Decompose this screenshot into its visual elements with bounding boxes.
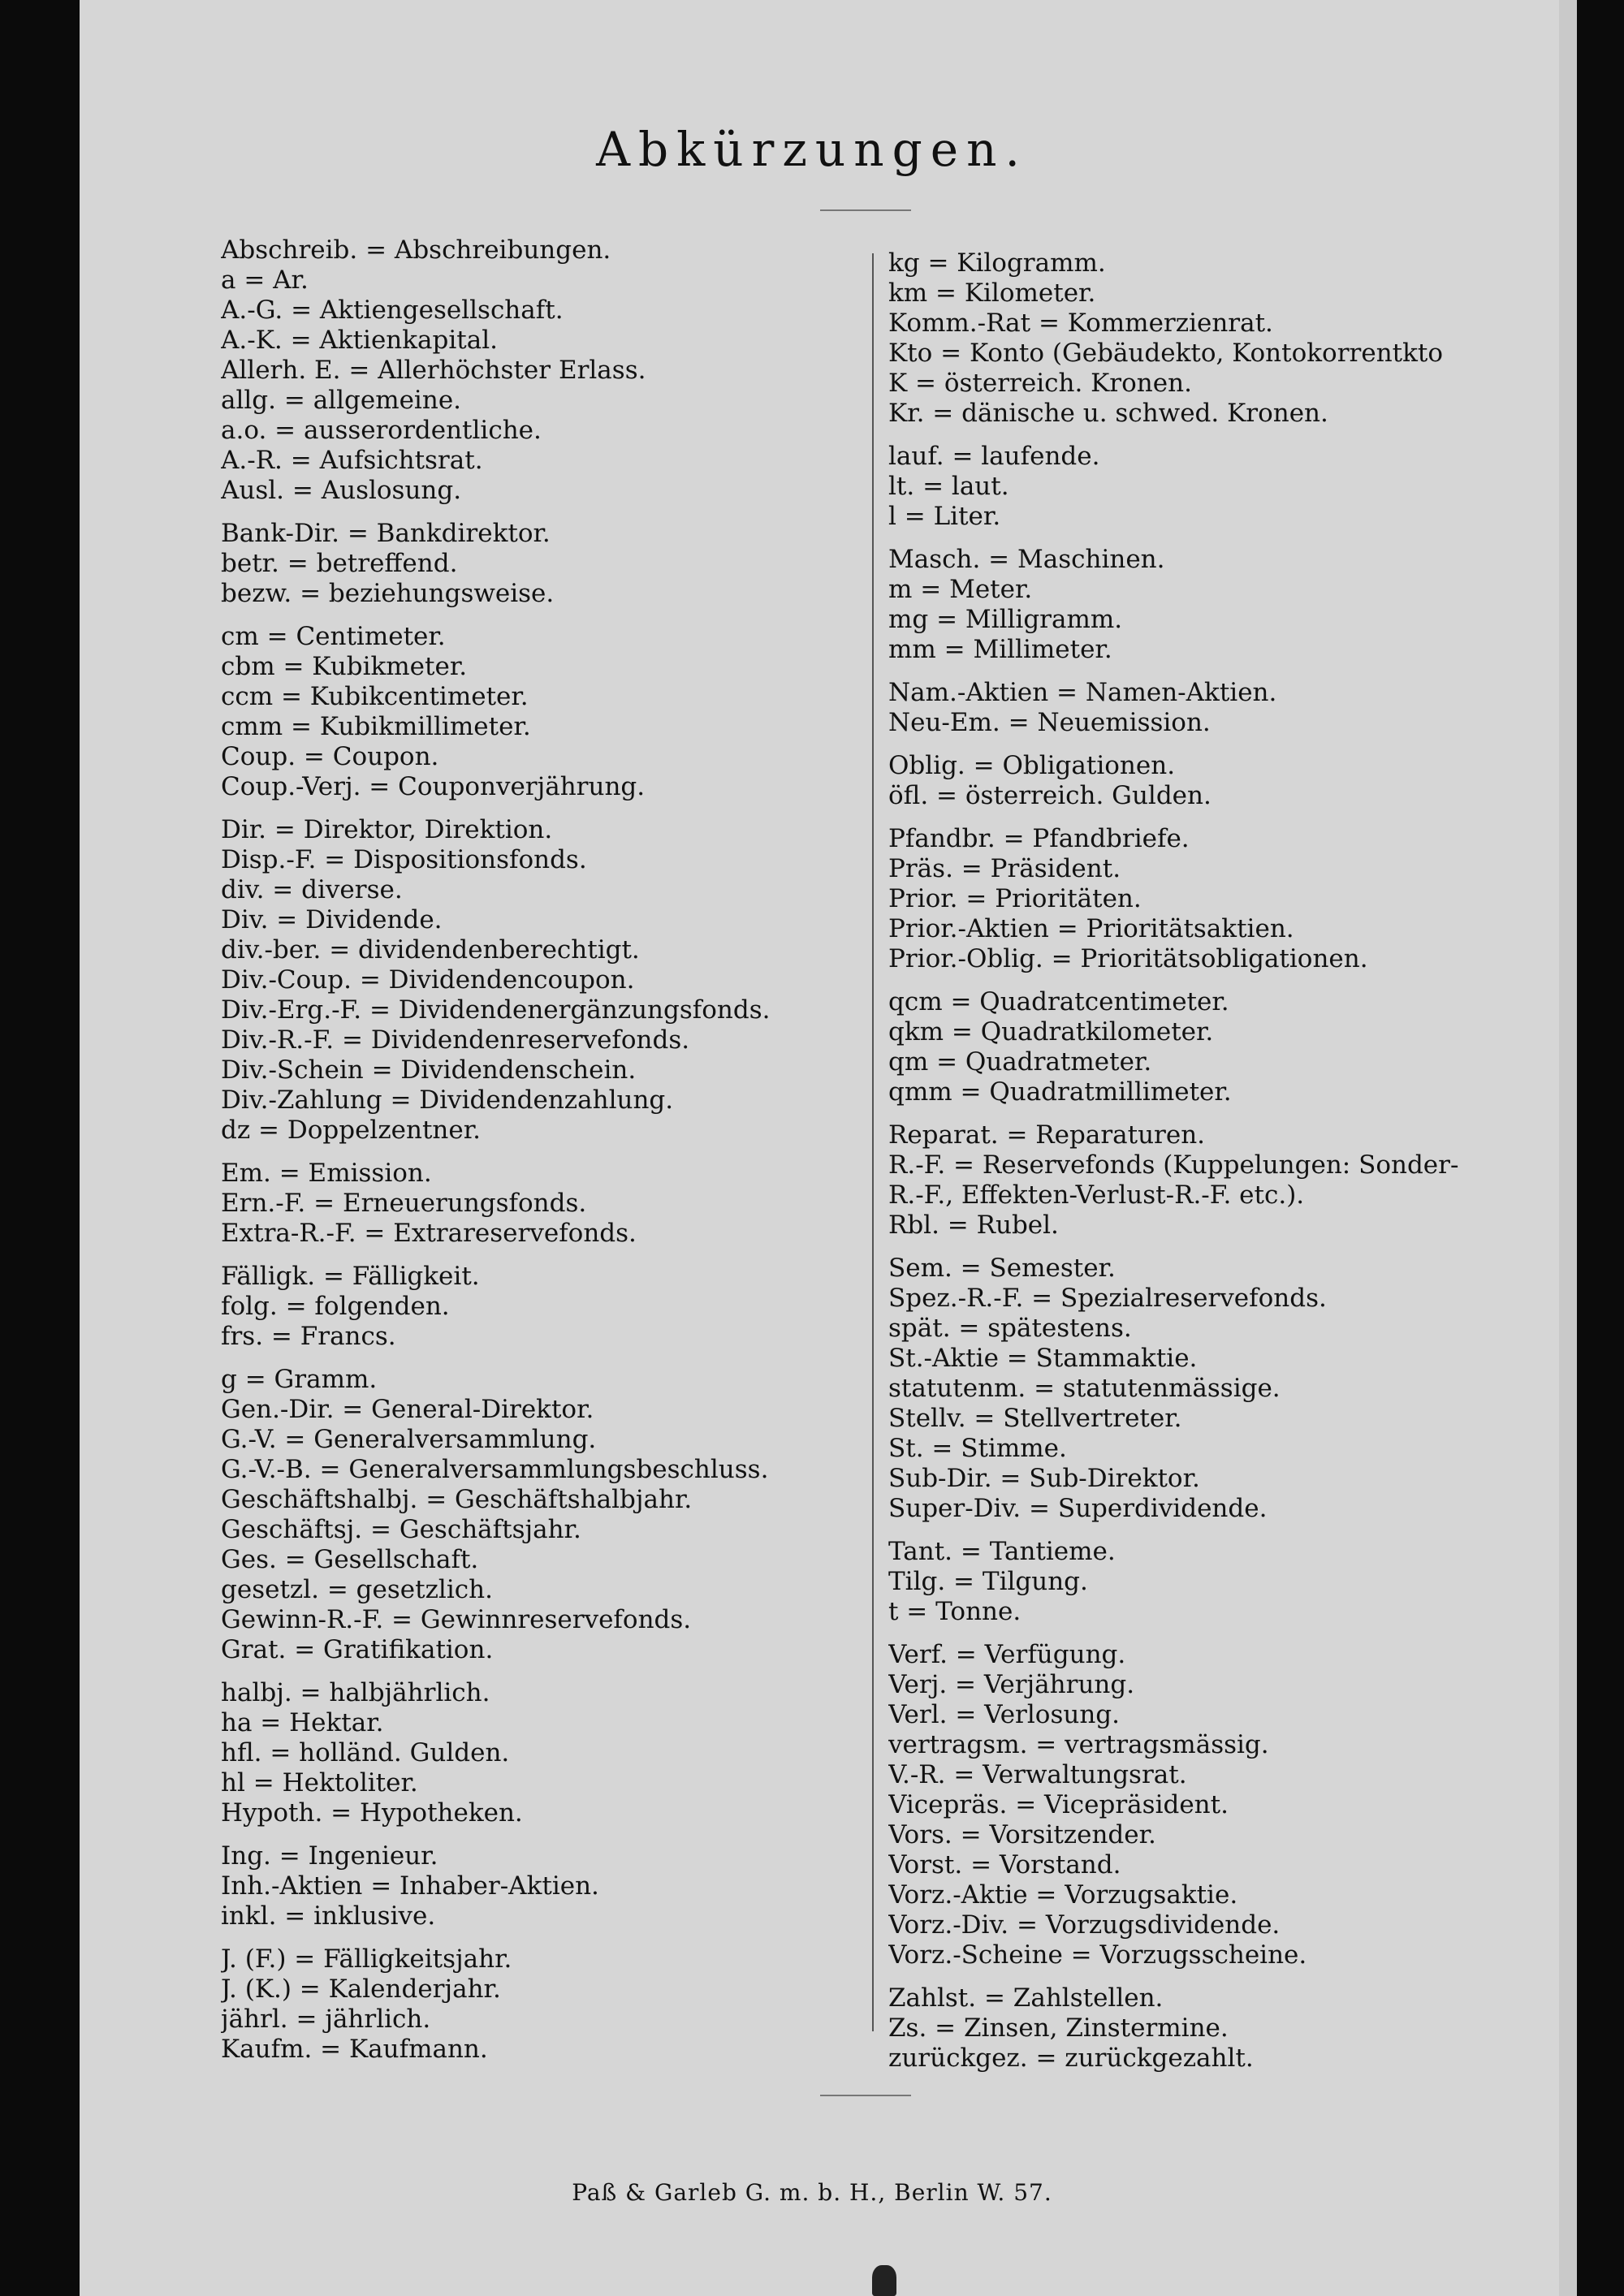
- abbreviation-entry: Prior.-Aktien = Prioritätsaktien.: [888, 914, 1294, 943]
- abbreviation-entry: Ausl. = Auslosung.: [221, 476, 462, 505]
- abbreviation-entry: Zahlst. = Zahlstellen.: [888, 1983, 1164, 2013]
- page-title: Abkürzungen.: [596, 122, 1028, 177]
- abbreviation-entry: Neu-Em. = Neuemission.: [888, 708, 1211, 737]
- abbreviation-entry: J. (F.) = Fälligkeitsjahr.: [221, 1944, 512, 1974]
- abbreviation-group: [221, 1159, 862, 1249]
- abbreviation-entry: öfl. = österreich. Gulden.: [888, 781, 1212, 810]
- abbreviation-entry: St. = Stimme.: [888, 1434, 1067, 1463]
- abbreviation-entry: frs. = Francs.: [221, 1322, 396, 1351]
- abbreviation-entry: K = österreich. Kronen.: [888, 369, 1192, 398]
- abbreviation-group: [888, 545, 1557, 665]
- abbreviation-entry: Sem. = Semester.: [888, 1254, 1116, 1283]
- abbreviation-entry: Div.-Erg.-F. = Dividendenergänzungsfonds.: [221, 995, 771, 1025]
- abbreviation-group: [888, 248, 1557, 429]
- abbreviation-entry: km = Kilometer.: [888, 278, 1096, 308]
- abbreviation-entry: hl = Hektoliter.: [221, 1768, 418, 1798]
- abbreviation-entry: G.-V.-B. = Generalversammlungsbeschluss.: [221, 1455, 769, 1484]
- abbreviation-entry: Div. = Dividende.: [221, 905, 443, 934]
- abbreviation-entry: Prior. = Prioritäten.: [888, 884, 1142, 913]
- abbreviation-entry: Pfandbr. = Pfandbriefe.: [888, 824, 1190, 853]
- abbreviation-entry: ha = Hektar.: [221, 1708, 384, 1737]
- abbreviation-entry: inkl. = inklusive.: [221, 1901, 436, 1931]
- abbreviation-entry: div.-ber. = dividendenberechtigt.: [221, 935, 640, 965]
- abbreviation-group: [221, 235, 862, 506]
- abbreviation-entry: Masch. = Maschinen.: [888, 545, 1165, 574]
- abbreviation-group: [221, 1678, 862, 1828]
- abbreviation-entry: Sub-Dir. = Sub-Direktor.: [888, 1464, 1200, 1493]
- abbreviation-entry: V.-R. = Verwaltungsrat.: [888, 1760, 1187, 1789]
- abbreviation-entry: Spez.-R.-F. = Spezialreservefonds.: [888, 1284, 1327, 1313]
- abbreviation-entry: Reparat. = Reparaturen.: [888, 1120, 1206, 1150]
- abbreviation-entry: g = Gramm.: [221, 1365, 378, 1394]
- abbreviation-entry: Kr. = dänische u. schwed. Kronen.: [888, 399, 1328, 428]
- abbreviation-entry: jährl. = jährlich.: [221, 2005, 431, 2034]
- abbreviation-group: [888, 1537, 1557, 1627]
- abbreviation-entry: Stellv. = Stellvertreter.: [888, 1404, 1182, 1433]
- abbreviation-entry: Div.-Coup. = Dividendencoupon.: [221, 965, 635, 995]
- abbreviation-entry: allg. = allgemeine.: [221, 386, 462, 415]
- abbreviation-group: [221, 1841, 862, 1931]
- abbreviation-group: [888, 987, 1557, 1107]
- column-divider: [872, 253, 874, 2031]
- abbreviation-entry: R.-F., Effekten-Verlust-R.-F. etc.).: [888, 1180, 1305, 1210]
- abbreviation-entry: A.-R. = Aufsichtsrat.: [221, 446, 483, 475]
- abbreviation-group: [888, 678, 1557, 738]
- abbreviation-group: [221, 622, 862, 802]
- abbreviation-entry: Bank-Dir. = Bankdirektor.: [221, 519, 551, 548]
- abbreviation-entry: zurückgez. = zurückgezahlt.: [888, 2044, 1254, 2073]
- abbreviation-entry: div. = diverse.: [221, 875, 403, 904]
- abbreviation-entry: hfl. = holländ. Gulden.: [221, 1738, 510, 1767]
- abbreviation-entry: Prior.-Oblig. = Prioritätsobligationen.: [888, 944, 1368, 973]
- abbreviation-entry: cmm = Kubikmillimeter.: [221, 712, 531, 741]
- abbreviation-entry: Allerh. E. = Allerhöchster Erlass.: [221, 356, 646, 385]
- abbreviation-group: [221, 1262, 862, 1352]
- abbreviation-entry: Vors. = Vorsitzender.: [888, 1820, 1156, 1849]
- abbreviation-entry: Gewinn-R.-F. = Gewinnreservefonds.: [221, 1605, 692, 1634]
- abbreviation-group: [888, 1640, 1557, 1970]
- abbreviation-entry: Ges. = Gesellschaft.: [221, 1545, 479, 1574]
- abbreviation-entry: Disp.-F. = Dispositionsfonds.: [221, 845, 587, 874]
- abbreviation-entry: Fälligk. = Fälligkeit.: [221, 1262, 480, 1291]
- abbreviation-entry: Ern.-F. = Erneuerungsfonds.: [221, 1189, 587, 1218]
- abbreviation-entry: Rbl. = Rubel.: [888, 1211, 1059, 1240]
- ornament-mark: [872, 2265, 896, 2296]
- abbreviation-entry: spät. = spätestens.: [888, 1314, 1132, 1343]
- abbreviation-entry: kg = Kilogramm.: [888, 248, 1106, 278]
- abbreviation-entry: qcm = Quadratcentimeter.: [888, 987, 1229, 1016]
- abbreviation-group: [888, 1254, 1557, 1524]
- left-column: [221, 235, 862, 2078]
- abbreviation-entry: Verj. = Verjährung.: [888, 1670, 1135, 1699]
- printer-imprint: Paß & Garleb G. m. b. H., Berlin W. 57.: [572, 2179, 1052, 2206]
- abbreviation-entry: Vicepräs. = Vicepräsident.: [888, 1790, 1229, 1819]
- abbreviation-entry: betr. = betreffend.: [221, 549, 458, 578]
- abbreviation-entry: halbj. = halbjährlich.: [221, 1678, 490, 1707]
- abbreviation-entry: t = Tonne.: [888, 1597, 1021, 1626]
- abbreviation-entry: Div.-Zahlung = Dividendenzahlung.: [221, 1085, 674, 1115]
- abbreviation-group: [888, 1983, 1557, 2074]
- abbreviation-group: [221, 815, 862, 1146]
- abbreviation-entry: qm = Quadratmeter.: [888, 1047, 1152, 1077]
- abbreviation-entry: Tant. = Tantieme.: [888, 1537, 1116, 1566]
- abbreviation-entry: qkm = Quadratkilometer.: [888, 1017, 1214, 1047]
- abbreviation-group: [221, 1365, 862, 1665]
- abbreviation-entry: bezw. = beziehungsweise.: [221, 579, 555, 608]
- page-edge: [1559, 0, 1577, 2296]
- right-column: [888, 248, 1557, 2087]
- abbreviation-entry: Vorz.-Aktie = Vorzugsaktie.: [888, 1880, 1238, 1910]
- abbreviation-entry: lt. = laut.: [888, 472, 1009, 501]
- abbreviation-entry: Geschäftshalbj. = Geschäftshalbjahr.: [221, 1485, 693, 1514]
- abbreviation-entry: Verf. = Verfügung.: [888, 1640, 1126, 1669]
- abbreviation-entry: Dir. = Direktor, Direktion.: [221, 815, 553, 844]
- abbreviation-entry: A.-G. = Aktiengesellschaft.: [221, 296, 564, 325]
- abbreviation-entry: gesetzl. = gesetzlich.: [221, 1575, 493, 1604]
- abbreviation-entry: G.-V. = Generalversammlung.: [221, 1425, 597, 1454]
- abbreviation-group: [221, 519, 862, 609]
- abbreviation-entry: statutenm. = statutenmässige.: [888, 1374, 1281, 1403]
- abbreviation-entry: Hypoth. = Hypotheken.: [221, 1798, 523, 1828]
- abbreviation-entry: mg = Milligramm.: [888, 605, 1123, 634]
- bottom-rule: [820, 2095, 911, 2096]
- abbreviation-entry: Super-Div. = Superdividende.: [888, 1494, 1268, 1523]
- abbreviation-entry: a.o. = ausserordentliche.: [221, 416, 542, 445]
- abbreviation-entry: Ing. = Ingenieur.: [221, 1841, 438, 1871]
- abbreviation-entry: vertragsm. = vertragsmässig.: [888, 1730, 1269, 1759]
- abbreviation-entry: Abschreib. = Abschreibungen.: [221, 235, 611, 265]
- abbreviation-entry: Extra-R.-F. = Extrareservefonds.: [221, 1219, 637, 1248]
- abbreviation-entry: Zs. = Zinsen, Zinstermine.: [888, 2013, 1229, 2043]
- abbreviation-entry: Präs. = Präsident.: [888, 854, 1121, 883]
- abbreviation-entry: cbm = Kubikmeter.: [221, 652, 468, 681]
- abbreviation-entry: Vorz.-Scheine = Vorzugsscheine.: [888, 1940, 1307, 1970]
- abbreviation-entry: Komm.-Rat = Kommerzienrat.: [888, 309, 1273, 338]
- abbreviation-entry: Geschäftsj. = Geschäftsjahr.: [221, 1515, 581, 1544]
- abbreviation-group: [888, 1120, 1557, 1241]
- abbreviation-entry: Kaufm. = Kaufmann.: [221, 2035, 488, 2064]
- abbreviation-group: [888, 824, 1557, 974]
- abbreviation-entry: Vorz.-Div. = Vorzugsdividende.: [888, 1910, 1281, 1940]
- abbreviation-entry: R.-F. = Reservefonds (Kuppelungen: Sonder-: [888, 1150, 1459, 1180]
- abbreviation-entry: lauf. = laufende.: [888, 442, 1100, 471]
- abbreviation-entry: Vorst. = Vorstand.: [888, 1850, 1121, 1880]
- abbreviation-entry: dz = Doppelzentner.: [221, 1116, 482, 1145]
- abbreviation-entry: J. (K.) = Kalenderjahr.: [221, 1974, 501, 2004]
- abbreviation-entry: Em. = Emission.: [221, 1159, 432, 1188]
- abbreviation-entry: Coup.-Verj. = Couponverjährung.: [221, 772, 646, 801]
- abbreviation-group: [221, 1944, 862, 2065]
- abbreviation-entry: Div.-R.-F. = Dividendenreservefonds.: [221, 1025, 690, 1055]
- abbreviation-entry: A.-K. = Aktienkapital.: [221, 326, 498, 355]
- abbreviation-entry: Oblig. = Obligationen.: [888, 751, 1176, 780]
- abbreviation-entry: l = Liter.: [888, 502, 1001, 531]
- abbreviation-entry: Nam.-Aktien = Namen-Aktien.: [888, 678, 1277, 707]
- abbreviation-entry: Kto = Konto (Gebäudekto, Kontokorrentkto: [888, 339, 1444, 368]
- abbreviation-entry: folg. = folgenden.: [221, 1292, 450, 1321]
- abbreviation-entry: Div.-Schein = Dividendenschein.: [221, 1055, 637, 1085]
- abbreviation-entry: St.-Aktie = Stammaktie.: [888, 1344, 1198, 1373]
- abbreviation-entry: cm = Centimeter.: [221, 622, 446, 651]
- abbreviation-entry: Tilg. = Tilgung.: [888, 1567, 1088, 1596]
- abbreviation-entry: Verl. = Verlosung.: [888, 1700, 1120, 1729]
- abbreviation-entry: m = Meter.: [888, 575, 1033, 604]
- abbreviation-entry: a = Ar.: [221, 265, 309, 295]
- abbreviation-group: [888, 751, 1557, 811]
- abbreviation-entry: mm = Millimeter.: [888, 635, 1112, 664]
- abbreviation-entry: qmm = Quadratmillimeter.: [888, 1077, 1232, 1107]
- abbreviation-entry: Inh.-Aktien = Inhaber-Aktien.: [221, 1871, 599, 1901]
- abbreviation-group: [888, 442, 1557, 532]
- abbreviation-entry: ccm = Kubikcentimeter.: [221, 682, 529, 711]
- abbreviation-entry: Coup. = Coupon.: [221, 742, 439, 771]
- abbreviation-entry: Gen.-Dir. = General-Direktor.: [221, 1395, 594, 1424]
- abbreviation-entry: Grat. = Gratifikation.: [221, 1635, 494, 1664]
- title-rule: [820, 209, 911, 211]
